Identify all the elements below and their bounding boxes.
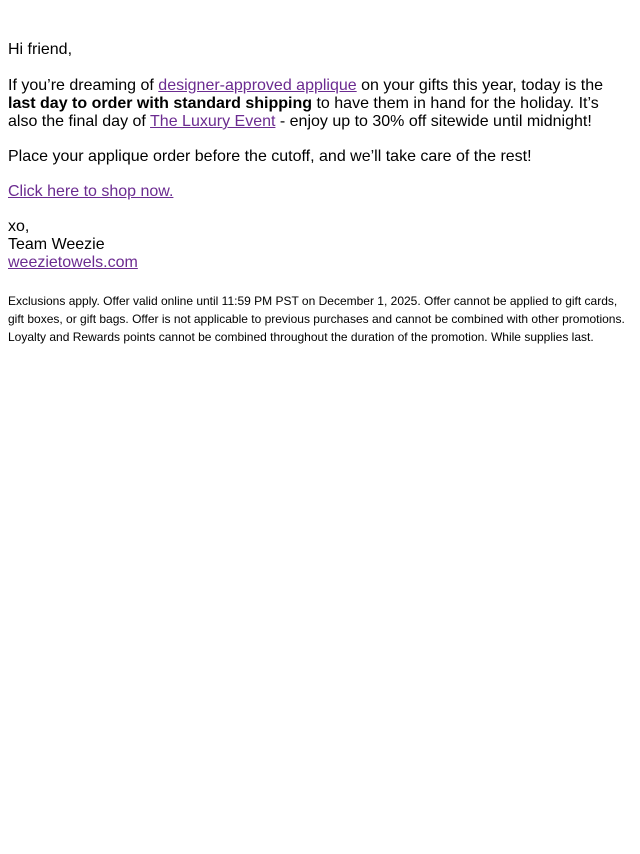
shipping-deadline-text: last day to order with standard shipping (8, 95, 313, 112)
website-link[interactable]: weezietowels.com (8, 254, 138, 271)
signoff-xo: xo, (8, 218, 30, 235)
fine-print: Exclusions apply. Offer valid online until 11:59 PM PST on December 1, 2025. Offer cannot be applied to gift cards, gift boxes, or gift bags. Offer is not applicable to previous purchases and cannot be combined with other promotions. Loyalty and Rewards points cannot be combined throughout the duration of the promotion. While supplies last. (8, 294, 625, 344)
signoff (8, 218, 632, 272)
applique-link[interactable]: designer-approved applique (158, 77, 357, 94)
cta-paragraph (8, 183, 632, 201)
greeting: Hi friend, (8, 41, 73, 58)
shop-now-link[interactable]: Click here to shop now. (8, 183, 174, 200)
intro-text-start: If you’re dreaming of (8, 77, 159, 94)
luxury-event-link[interactable]: The Luxury Event (150, 113, 276, 130)
signoff-team: Team Weezie (8, 236, 105, 253)
intro-text-end: - enjoy up to 30% off sitewide until midnight! (275, 113, 592, 130)
intro-text-middle: on your gifts this year, today is the (356, 77, 604, 94)
intro-text-after-bold: to have them in hand for the holiday. It’s also the final day of (8, 95, 599, 130)
email-body (0, 0, 640, 346)
cutoff-paragraph: Place your applique order before the cutoff, and we’ll take care of the rest! (8, 148, 532, 165)
intro-paragraph (8, 77, 632, 131)
